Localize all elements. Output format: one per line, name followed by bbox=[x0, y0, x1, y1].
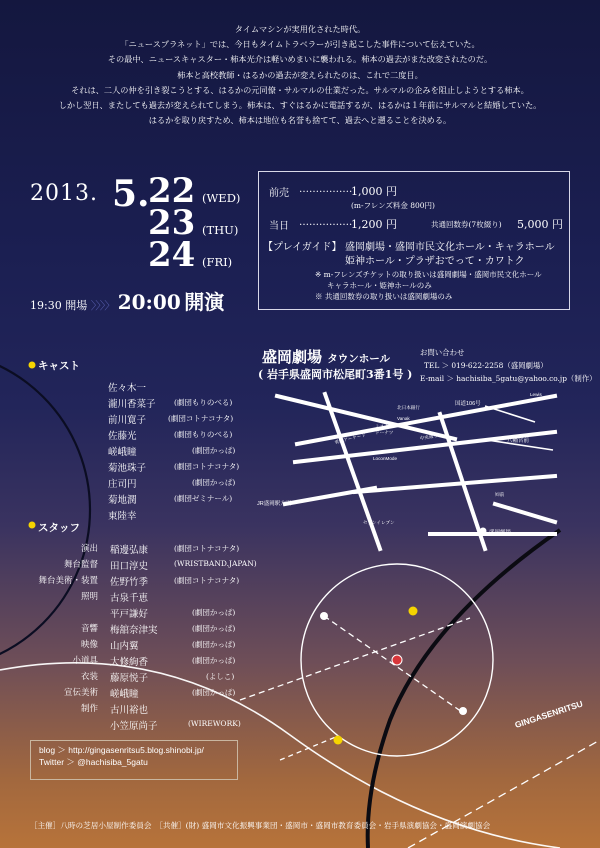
day-2: 23 bbox=[148, 203, 196, 243]
map-label: Lewis bbox=[530, 392, 542, 397]
common-price: 5,000 円 bbox=[517, 218, 563, 231]
cast-name: 菊池珠子 bbox=[108, 463, 147, 474]
staff-name: 山内翼 bbox=[110, 641, 139, 652]
guide-label: 【プレイガイド】 bbox=[263, 242, 342, 253]
map-label: 中央通り bbox=[419, 432, 439, 441]
staff-name: 平戸謙好 bbox=[110, 609, 149, 620]
map-label: 肴町アーケード bbox=[334, 432, 367, 445]
cast-name: 前川寛子 bbox=[108, 415, 147, 426]
cast-name: 佐藤光 bbox=[108, 431, 137, 442]
staff-name: 小笠原尚子 bbox=[110, 721, 158, 732]
cast-aff: (劇団ゼミナール) bbox=[174, 494, 233, 503]
cast-aff: (劇団もりのべる) bbox=[174, 398, 233, 407]
white-dot bbox=[320, 612, 328, 620]
staff-role: 宣伝美術 bbox=[63, 688, 98, 698]
cast-circle bbox=[0, 350, 90, 670]
staff-name: 梅舘奈津実 bbox=[110, 625, 158, 636]
venue-marker bbox=[480, 528, 487, 535]
map-label: ㈲前 bbox=[495, 492, 505, 497]
cast-yellow-dot bbox=[29, 362, 36, 369]
cast-aff: (劇団コトナコナタ) bbox=[168, 414, 234, 423]
staff-aff: (劇団かっぱ) bbox=[192, 656, 236, 665]
venue-name: 盛岡劇場 bbox=[262, 348, 323, 366]
intro-line: その最中、ニュースキャスター・柿本光介は軽いめまいに襲われる。柿本の過去がまた改変されたのだ。 bbox=[107, 54, 493, 65]
staff-aff: (劇団かっぱ) bbox=[192, 624, 236, 633]
map-label: 八幡宮前 bbox=[507, 438, 530, 444]
common-label bbox=[431, 219, 502, 230]
map-label: 北日本銀行 bbox=[397, 405, 420, 410]
cast-name: 佐々木一 bbox=[108, 383, 147, 394]
venue-address: ( 岩手県盛岡市松尾町3番1号 ) bbox=[258, 368, 413, 381]
common-label-text: 共通回数券 bbox=[431, 220, 469, 229]
intro-line: はるかを取り戻すため、柿本は地位も名誉も捨てて、過去へと遡ることを決める。 bbox=[148, 115, 452, 126]
door-label: 当日 bbox=[269, 221, 289, 232]
twitter-link[interactable]: Twitter ＞ @hachisiba_5gatu bbox=[39, 757, 148, 767]
cast-member bbox=[108, 476, 236, 490]
staff-name: 田口淳史 bbox=[110, 561, 149, 572]
dashed-line-3 bbox=[408, 740, 600, 848]
door-dots: ……………. bbox=[299, 217, 353, 228]
day-1: 22 bbox=[148, 171, 196, 211]
cast-member bbox=[108, 508, 137, 522]
staff-role: 音響 bbox=[80, 624, 98, 634]
cast-name: 庄司円 bbox=[108, 479, 137, 490]
dashed-line-4 bbox=[280, 736, 338, 760]
map-label: ドーナツ bbox=[375, 430, 394, 435]
common-note: (7枚綴り) bbox=[468, 220, 502, 229]
staff-aff: (劇団かっぱ) bbox=[192, 688, 236, 697]
cast-name: 菊地潤 bbox=[108, 495, 137, 506]
cast-heading: キャスト bbox=[38, 360, 80, 372]
cast-member bbox=[108, 460, 240, 474]
map-label: 盛岡劇場 bbox=[489, 530, 512, 536]
intro-line: タイムマシンが実用化された時代。 bbox=[234, 24, 366, 34]
contact-title: お問い合わせ bbox=[420, 348, 465, 357]
staff-name: 嵯峨瞳 bbox=[110, 689, 139, 700]
cast-aff: (劇団かっぱ) bbox=[192, 446, 236, 455]
staff-role: 衣装 bbox=[80, 672, 98, 682]
blog-link[interactable]: blog ＞ http://gingasenritsu5.blog.shinobi.jp/ bbox=[39, 745, 204, 755]
map-label: ミスター bbox=[375, 424, 394, 429]
guide-line-1: 盛岡劇場・盛岡市民文化ホール・キャラホール bbox=[345, 242, 555, 253]
staff-aff: (劇団かっぱ) bbox=[192, 608, 236, 617]
cast-aff: (劇団コトナコナタ) bbox=[174, 462, 240, 471]
cast-member bbox=[108, 396, 233, 410]
cast-member bbox=[108, 380, 146, 394]
arrow-icon: 〉〉〉〉 bbox=[90, 299, 115, 312]
staff-role: 舞台監督 bbox=[63, 560, 98, 570]
staff-aff: (WRISTBAND.JAPAN) bbox=[174, 559, 257, 568]
map-label: 国道106号 bbox=[455, 401, 481, 407]
map-label: Vanak bbox=[397, 416, 410, 421]
contact-tel: TEL ＞ 019-622-2258（盛岡劇場） bbox=[424, 361, 548, 370]
map-label: セブンイレブン bbox=[363, 520, 395, 525]
intro-line: しかし翌日、またしても過去が変えられてしまう。柿本は、すぐはるかに電話するが、はるかは１年前にサルマルと結婚していた。 bbox=[58, 100, 542, 111]
cast-aff: (劇団もりのべる) bbox=[174, 430, 233, 439]
black-curve bbox=[368, 530, 560, 848]
yellow-dot bbox=[334, 736, 343, 745]
staff-name: 古川裕也 bbox=[110, 705, 149, 716]
dow-2: (THU) bbox=[202, 223, 239, 237]
staff-aff: (劇団コトナコナタ) bbox=[174, 576, 240, 585]
staff-aff: (よしこ) bbox=[206, 672, 235, 681]
ginga-text: GINGASENRITSU bbox=[513, 698, 584, 730]
staff-aff: (WIREWORK) bbox=[188, 719, 241, 728]
cast-name: 瀧川香菜子 bbox=[108, 399, 156, 410]
month: 5. bbox=[112, 173, 150, 215]
staff-role: 舞台美術・装置 bbox=[38, 576, 98, 586]
door-price: 1,200 円 bbox=[351, 218, 397, 231]
advance-label: 前売 bbox=[269, 188, 289, 199]
staff-name: 稲邊弘康 bbox=[110, 545, 149, 556]
year: 2013. bbox=[30, 181, 98, 206]
staff-name: 佐野竹季 bbox=[110, 577, 149, 588]
staff-role: 映像 bbox=[80, 640, 98, 650]
date-block bbox=[30, 173, 260, 293]
guide-line-2: 姫神ホール・プラザおでって・カワトク bbox=[345, 256, 525, 267]
time-line bbox=[30, 286, 224, 315]
open-label: 開場 bbox=[65, 299, 88, 312]
dow-3: (FRI) bbox=[202, 255, 233, 269]
staff-name: 古泉千恵 bbox=[110, 593, 149, 604]
advance-note: (m-フレンズ料金 800円) bbox=[351, 201, 435, 210]
note-3: ※ 共通回数券の取り扱いは盛岡劇場のみ bbox=[315, 292, 453, 301]
cast-member bbox=[108, 412, 234, 426]
start-label: 開演 bbox=[184, 290, 225, 314]
intro-text bbox=[0, 22, 600, 128]
contact-email: E-mail ＞ hachisiba_5gatu@yahoo.co.jp（制作） bbox=[420, 374, 597, 383]
access-map bbox=[255, 384, 585, 554]
white-dot bbox=[459, 707, 467, 715]
dow-1: (WED) bbox=[202, 191, 241, 205]
dashed-line-2 bbox=[324, 616, 462, 712]
advance-dots: ……………. bbox=[299, 184, 353, 195]
staff-role: 照明 bbox=[80, 592, 98, 602]
cast-name: 嵯峨瞳 bbox=[108, 447, 137, 458]
cast-aff: (劇団かっぱ) bbox=[192, 478, 236, 487]
day-3: 24 bbox=[148, 235, 196, 275]
open-time: 19:30 bbox=[30, 299, 62, 312]
staff-aff: (劇団コトナコナタ) bbox=[174, 544, 240, 553]
cast-member bbox=[108, 492, 233, 506]
venue-title bbox=[262, 346, 390, 367]
staff-name: 藤原悦子 bbox=[110, 673, 149, 684]
intro-line: 柿本と高校教師・はるかの過去が変えられたのは、これで二度目。 bbox=[177, 69, 423, 80]
staff-yellow-dot bbox=[29, 522, 36, 529]
intro-line: それは、二人の仲を引き裂こうとする、はるかの元同僚・サルマルの仕業だった。サルマルの企みを阻止しようとする柿本。 bbox=[71, 84, 529, 95]
contact-block bbox=[420, 346, 597, 385]
links-box bbox=[30, 740, 238, 780]
staff-role: 制作 bbox=[80, 704, 98, 714]
intro-line: 「ニュースプラネット」では、今日もタイムトラベラーが引き起こした事件について伝えていた。 bbox=[120, 39, 480, 50]
footer-credits: ［主催］八時の芝居小屋制作委員会 ［共催］(財) 盛岡市文化振興事業団・盛岡市・盛岡市教育委員会・岩手県演劇協会・盛岡演劇協会 bbox=[30, 821, 491, 830]
map-label: LoconMode bbox=[373, 456, 398, 461]
map-label: JR盛岡駅方面 bbox=[257, 501, 292, 507]
start-time: 20:00 bbox=[117, 290, 181, 314]
note-1: ※ m-フレンズチケットの取り扱いは盛岡劇場・盛岡市民文化ホール bbox=[315, 270, 542, 279]
ticket-box bbox=[258, 171, 570, 310]
cast-name: 東陸幸 bbox=[108, 511, 137, 522]
advance-price: 1,000 円 bbox=[351, 185, 397, 198]
staff-heading: スタッフ bbox=[38, 522, 80, 534]
venue-sub: タウンホール bbox=[327, 353, 391, 365]
note-2: キャラホール・姫神ホールのみ bbox=[327, 281, 432, 290]
staff-aff: (劇団かっぱ) bbox=[192, 640, 236, 649]
staff-name: 大修絢香 bbox=[110, 657, 149, 668]
staff-role: 演出 bbox=[80, 544, 98, 554]
cast-member bbox=[108, 444, 236, 458]
dashed-line-1 bbox=[240, 618, 470, 700]
staff-role: 小道具 bbox=[72, 656, 98, 666]
red-dot bbox=[392, 655, 402, 665]
cast-member bbox=[108, 428, 233, 442]
yellow-dot bbox=[409, 607, 418, 616]
